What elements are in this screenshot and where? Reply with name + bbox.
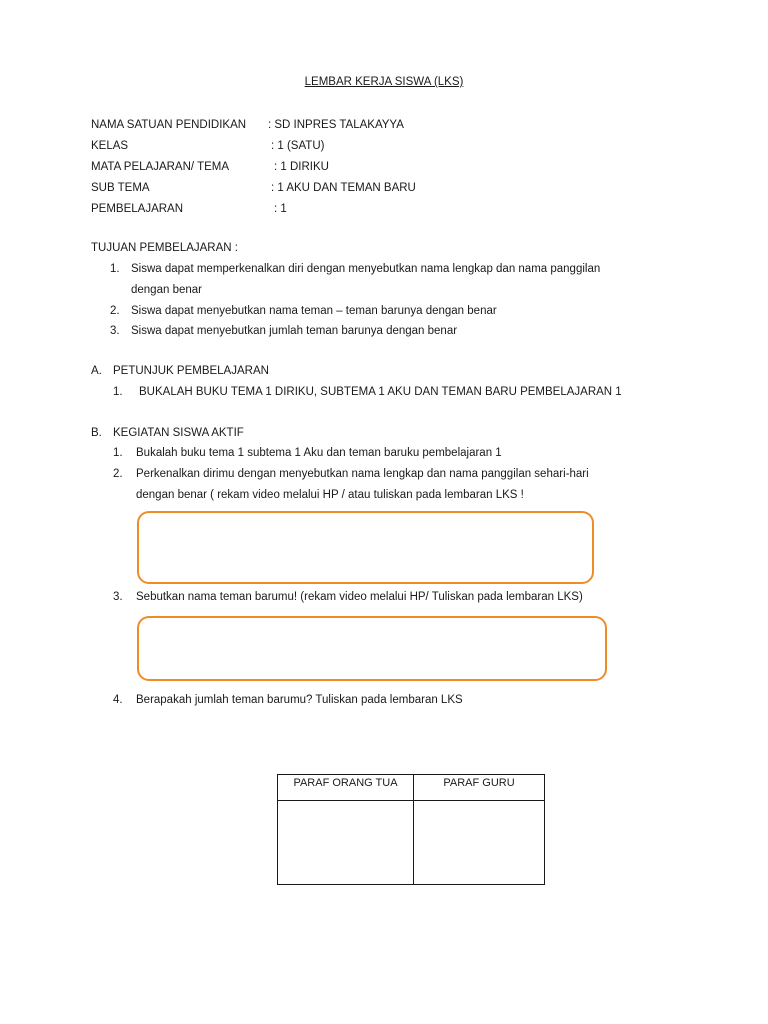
tujuan-num-1: 1. xyxy=(110,263,120,275)
signature-cell-teacher[interactable] xyxy=(414,801,545,885)
tujuan-num-2: 2. xyxy=(110,305,120,317)
document-title: LEMBAR KERJA SISWA (LKS) xyxy=(304,76,464,88)
info-label-pembelajaran: PEMBELAJARAN xyxy=(91,203,184,215)
signature-header-parent: PARAF ORANG TUA xyxy=(278,775,414,801)
tujuan-num-3: 3. xyxy=(110,325,120,337)
petunjuk-heading: PETUNJUK PEMBELAJARAN xyxy=(113,365,269,377)
kegiatan-item-2-cont: dengan benar ( rekam video melalui HP / atau tuliskan pada lembaran LKS ! xyxy=(136,489,524,501)
tujuan-item-3: Siswa dapat menyebutkan jumlah teman barunya dengan benar xyxy=(131,325,458,337)
signature-table xyxy=(277,774,545,885)
info-value-kelas: : 1 (SATU) xyxy=(271,140,325,152)
petunjuk-letter: A. xyxy=(91,365,102,377)
kegiatan-heading: KEGIATAN SISWA AKTIF xyxy=(113,427,244,439)
tujuan-item-1: Siswa dapat memperkenalkan diri dengan menyebutkan nama lengkap dan nama panggilan xyxy=(131,263,601,275)
kegiatan-letter: B. xyxy=(91,427,102,439)
kegiatan-num-4: 4. xyxy=(113,694,123,706)
info-value-satuan: : SD INPRES TALAKAYYA xyxy=(268,119,404,131)
kegiatan-item-3: Sebutkan nama teman barumu! (rekam video melalui HP/ Tuliskan pada lembaran LKS) xyxy=(136,591,583,603)
kegiatan-item-4: Berapakah jumlah teman barumu? Tuliskan pada lembaran LKS xyxy=(136,694,463,706)
info-label-kelas: KELAS xyxy=(91,140,129,152)
answer-box-introduction[interactable] xyxy=(137,511,594,584)
info-label-subtema: SUB TEMA xyxy=(91,182,150,194)
answer-box-friend-names[interactable] xyxy=(137,616,607,681)
info-value-mapel: : 1 DIRIKU xyxy=(274,161,329,173)
info-label-mapel: MATA PELAJARAN/ TEMA xyxy=(91,161,230,173)
tujuan-item-1-cont: dengan benar xyxy=(131,284,202,296)
kegiatan-num-3: 3. xyxy=(113,591,123,603)
kegiatan-item-1: Bukalah buku tema 1 subtema 1 Aku dan teman baruku pembelajaran 1 xyxy=(136,447,502,459)
info-value-pembelajaran: : 1 xyxy=(274,203,287,215)
tujuan-item-2: Siswa dapat menyebutkan nama teman – teman barunya dengan benar xyxy=(131,305,497,317)
kegiatan-num-1: 1. xyxy=(113,447,123,459)
info-value-subtema: : 1 AKU DAN TEMAN BARU xyxy=(271,182,416,194)
kegiatan-item-2: Perkenalkan dirimu dengan menyebutkan nama lengkap dan nama panggilan sehari-hari xyxy=(136,468,589,480)
petunjuk-item-1: BUKALAH BUKU TEMA 1 DIRIKU, SUBTEMA 1 AKU DAN TEMAN BARU PEMBELAJARAN 1 xyxy=(139,386,622,398)
kegiatan-num-2: 2. xyxy=(113,468,123,480)
signature-cell-parent[interactable] xyxy=(278,801,414,885)
signature-header-teacher: PARAF GURU xyxy=(414,775,545,801)
tujuan-heading: TUJUAN PEMBELAJARAN : xyxy=(91,242,238,254)
petunjuk-num-1: 1. xyxy=(113,386,123,398)
info-label-satuan: NAMA SATUAN PENDIDIKAN xyxy=(91,119,247,131)
